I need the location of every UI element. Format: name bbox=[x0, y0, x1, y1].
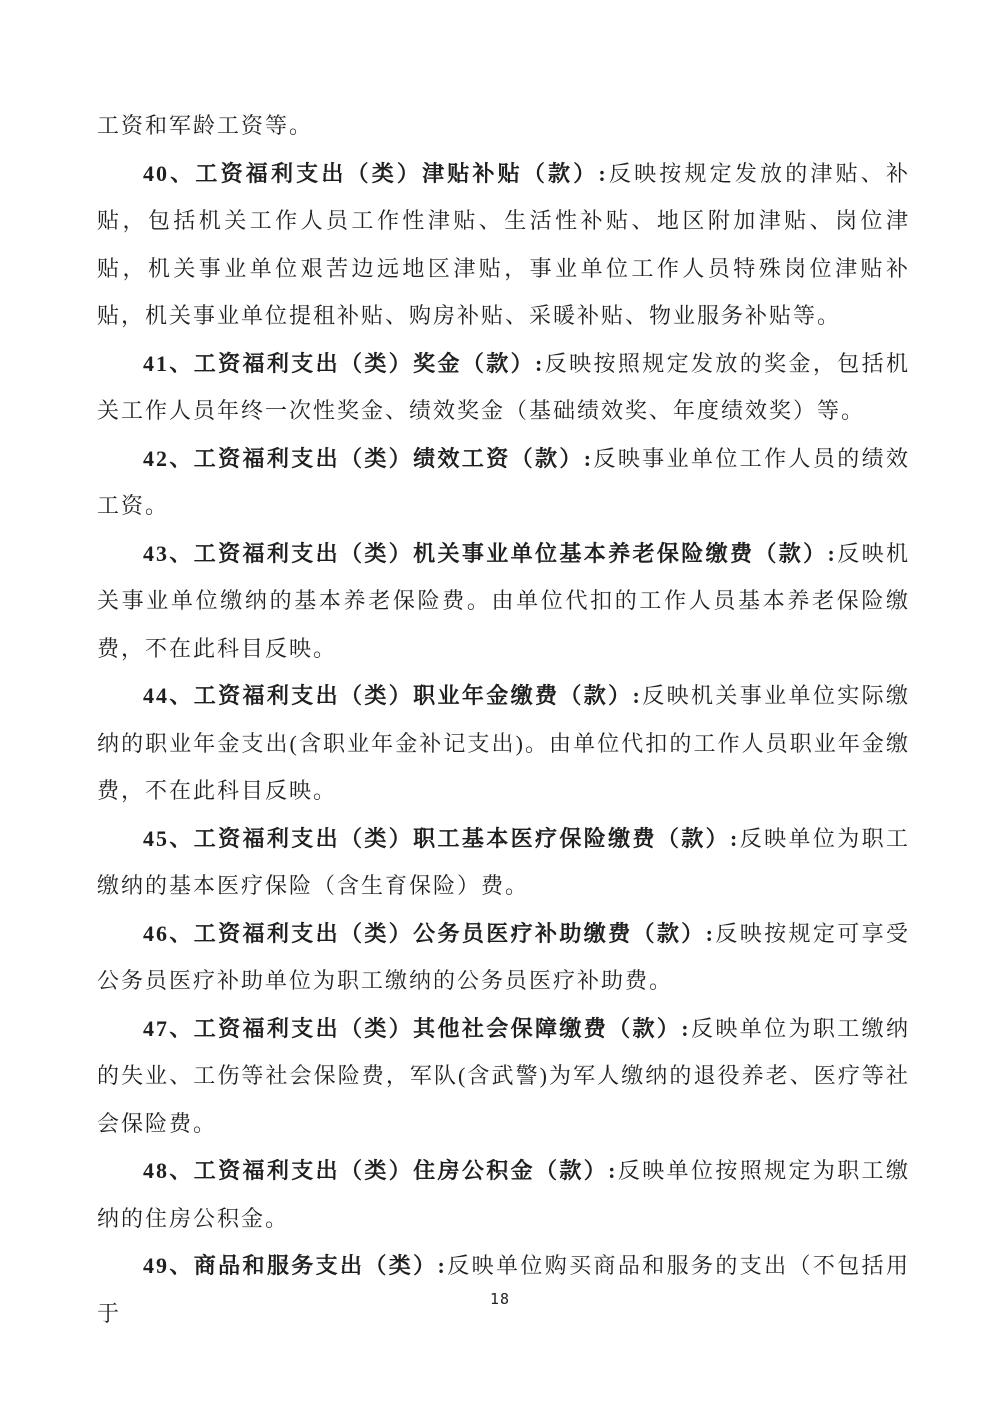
paragraph-5 bbox=[97, 672, 910, 815]
paragraph-lead: 40、工资福利支出（类）津贴补贴（款）: bbox=[143, 160, 608, 186]
paragraph-text: 反映单位为职工缴纳的基本医疗保险（含生育保险）费。 bbox=[97, 825, 910, 898]
document-body bbox=[97, 102, 910, 1337]
paragraph-lead: 47、工资福利支出（类）其他社会保障缴费（款）: bbox=[143, 1015, 691, 1041]
paragraph-text: 反映单位按照规定为职工缴纳的住房公积金。 bbox=[97, 1158, 910, 1231]
paragraph-lead: 48、工资福利支出（类）住房公积金（款）: bbox=[143, 1158, 618, 1183]
page-number: 18 bbox=[489, 1290, 511, 1308]
paragraph-text: 反映单位购买商品和服务的支出（不包括用于 bbox=[97, 1253, 910, 1326]
paragraph-3 bbox=[97, 435, 910, 530]
paragraph-text: 反映机关事业单位缴纳的基本养老保险费。由单位代扣的工作人员基本养老保险缴费，不在此科目反映。 bbox=[97, 540, 910, 661]
paragraph-0 bbox=[97, 102, 910, 150]
paragraph-lead: 41、工资福利支出（类）奖金（款）: bbox=[143, 350, 545, 376]
paragraph-7 bbox=[97, 910, 910, 1005]
paragraph-lead: 42、工资福利支出（类）绩效工资（款）: bbox=[143, 445, 594, 471]
paragraph-text: 反映单位为职工缴纳的失业、工伤等社会保险费，军队(含武警)为军人缴纳的退役养老、医疗等社会保险费。 bbox=[97, 1015, 910, 1136]
paragraph-1 bbox=[97, 150, 910, 340]
paragraph-lead: 43、工资福利支出（类）机关事业单位基本养老保险缴费（款）: bbox=[143, 540, 837, 566]
paragraph-6 bbox=[97, 815, 910, 910]
paragraph-text: 反映按规定可享受公务员医疗补助单位为职工缴纳的公务员医疗补助费。 bbox=[97, 920, 910, 993]
paragraph-text: 反映按规定发放的津贴、补贴，包括机关工作人员工作性津贴、生活性补贴、地区附加津贴、岗位津贴，机关事业单位艰苦边远地区津贴，事业单位工作人员特殊岗位津贴补贴，机关事业单位提租补贴、购房补贴、采暖补贴、物业服务补贴等。 bbox=[97, 160, 910, 328]
paragraph-lead: 45、工资福利支出（类）职工基本医疗保险缴费（款）: bbox=[143, 825, 740, 851]
paragraph-text: 反映事业单位工作人员的绩效工资。 bbox=[97, 445, 910, 518]
paragraph-2 bbox=[97, 340, 910, 435]
paragraph-8 bbox=[97, 1005, 910, 1148]
paragraph-lead: 46、工资福利支出（类）公务员医疗补助缴费（款）: bbox=[143, 920, 715, 946]
paragraph-lead: 44、工资福利支出（类）职业年金缴费（款）: bbox=[143, 683, 642, 708]
paragraph-lead: 49、商品和服务支出（类）: bbox=[143, 1253, 447, 1278]
paragraph-9 bbox=[97, 1147, 910, 1242]
paragraph-text: 反映按照规定发放的奖金，包括机关工作人员年终一次性奖金、绩效奖金（基础绩效奖、年度绩效奖）等。 bbox=[97, 350, 910, 423]
paragraph-text: 反映机关事业单位实际缴纳的职业年金支出(含职业年金补记支出)。由单位代扣的工作人员职业年金缴费，不在此科目反映。 bbox=[97, 683, 910, 803]
paragraph-4 bbox=[97, 530, 910, 673]
paragraph-text: 工资和军龄工资等。 bbox=[97, 113, 314, 138]
